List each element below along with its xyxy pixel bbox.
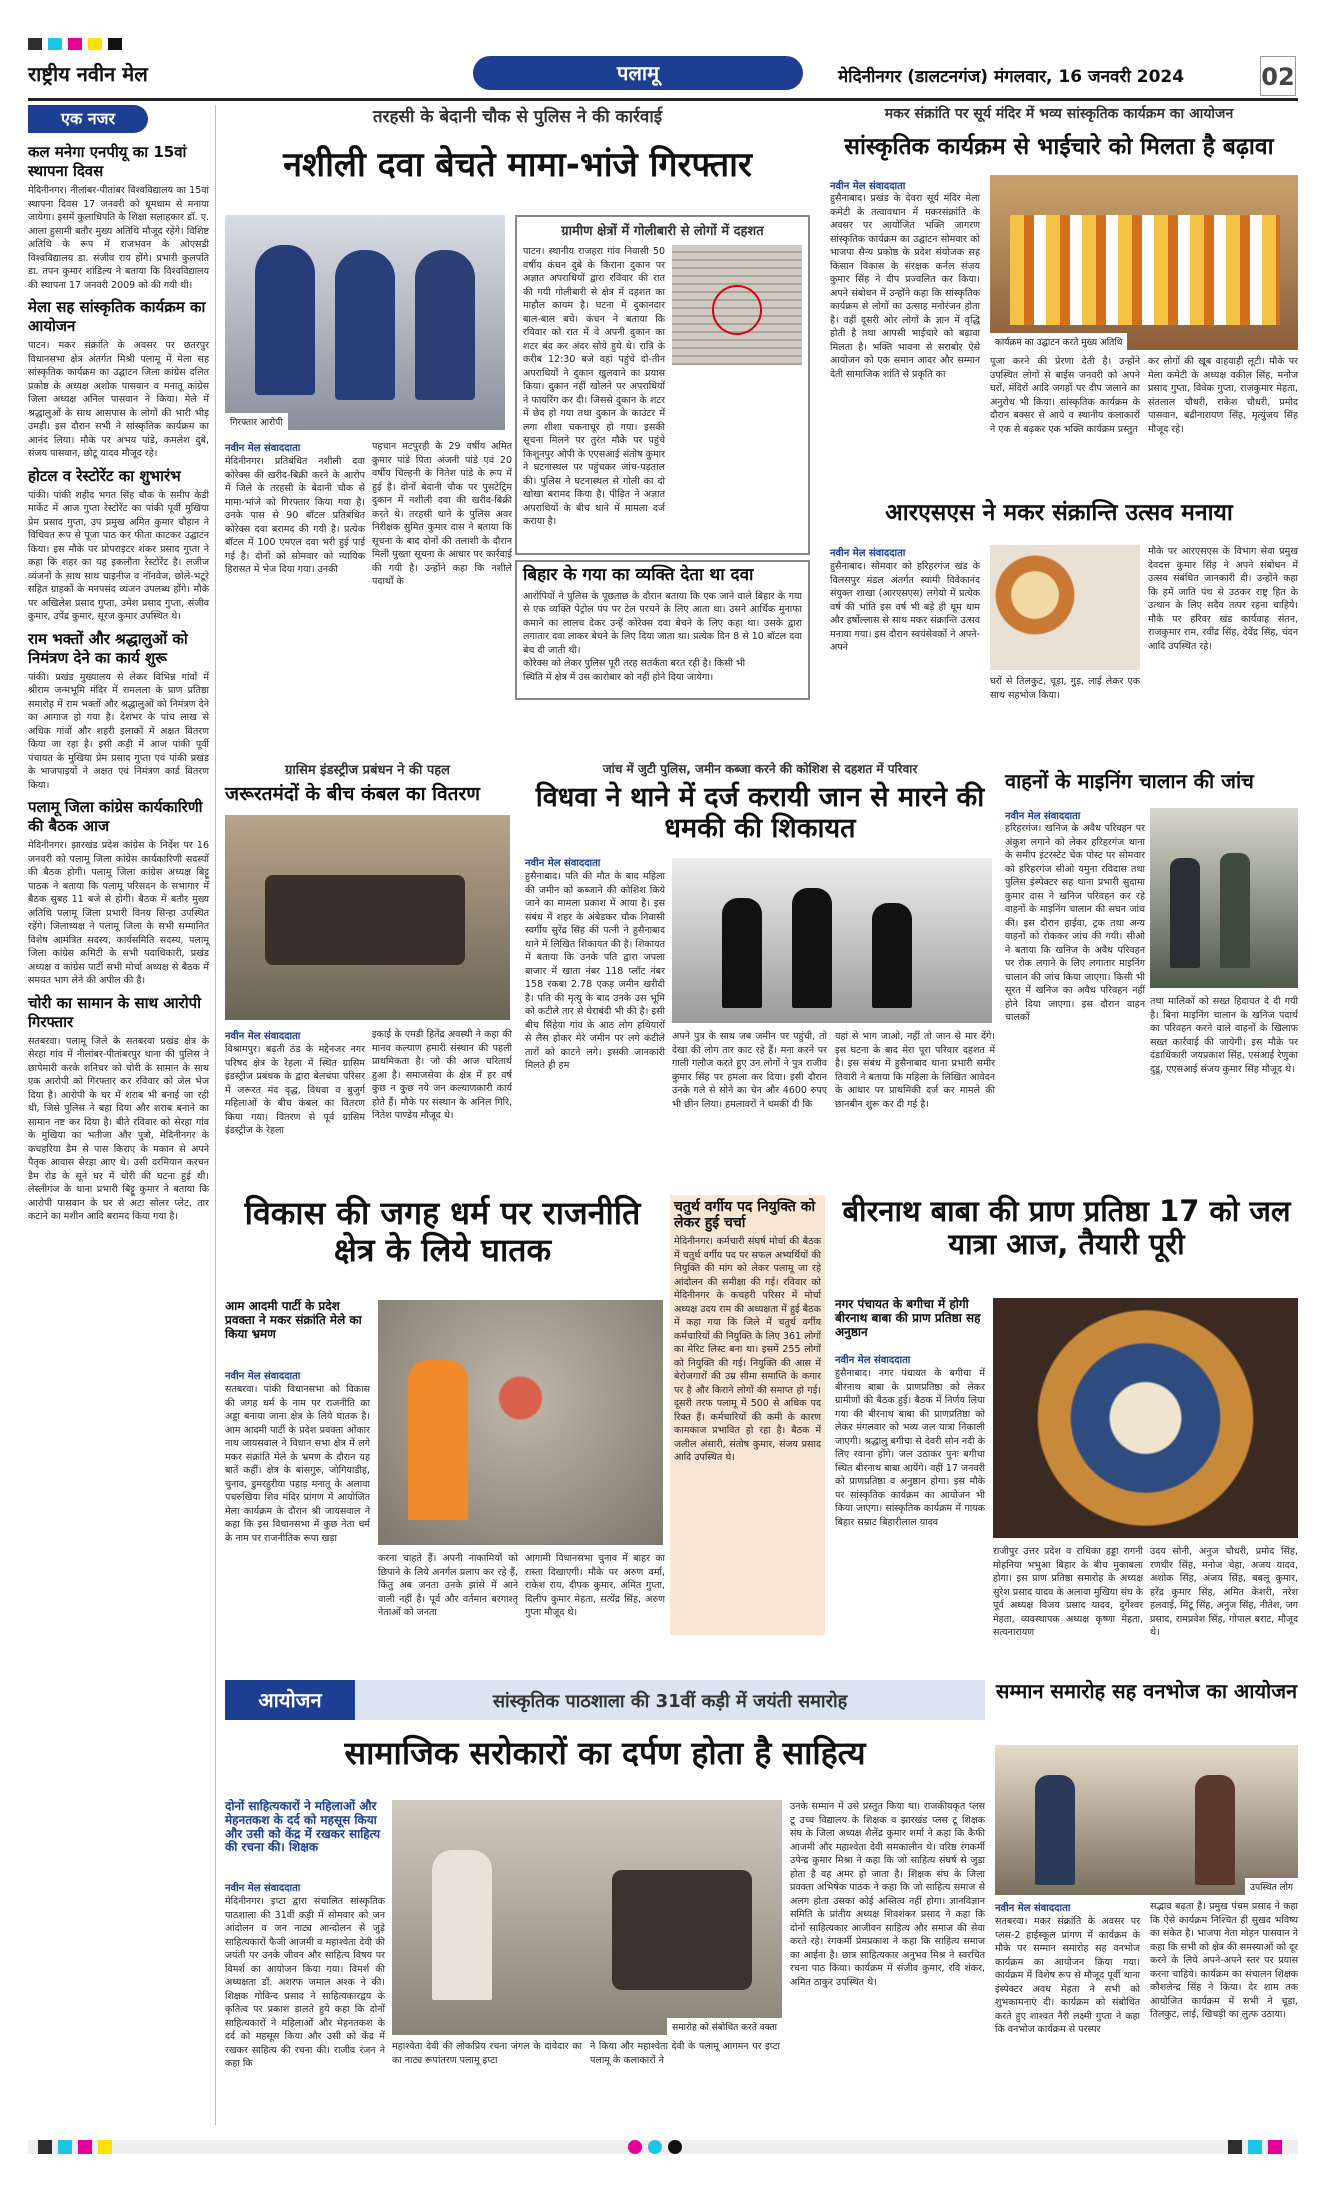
deity-photo <box>993 1298 1298 1538</box>
masthead-rule <box>28 98 1298 101</box>
story-headline: बिहार के गया का व्यक्ति देता था दवा <box>523 565 754 585</box>
left-brief-column <box>28 105 216 2125</box>
blanket-distribution-photo <box>225 815 510 1020</box>
story-body: आरोपियों ने पुलिस के पूछताछ के दौरान बताया कि एक जाने वाले बिहार के गया से एक व्यक्ति पेट्रोल पंप पर टेल परचने के लिए आता था। उसने आर्थिक मुनाफा कमाने का लालच देकर उन्हें कोरेक्स दवा बेचने के लिए कहा था। उसके द्वारा लगातार दवा लाकर बेचने के लिए दिया जाता था। प्रत्येक दिन 8 से 10 बॉटल दवा बेच दी जाती थी। <box>523 590 802 656</box>
story-body: स्थिति में क्षेत्र में उस कारोबार को नहीं होने दिया जायेगा। <box>523 671 714 683</box>
section-label: पलामू <box>473 56 803 90</box>
brief-text: मेदिनीनगर। नीलांबर-पीतांबर विश्वविद्यालय का 15वां स्थापना दिवस 17 जनवरी को धूमधाम से मनाया जायेगा। इसमें कुलाधिपति के शिक्षा सलाहकार डॉ. ए. आला हुसामी बतौर मुख्य अतिथि मौजूद रहेंगे। विशिष्ट अतिथि के रूप में राजभवन के ओएसडी विश्वविद्यालय डा. संजीव राय होंगे। प्रभारी कुलपति डा. तपन कुमार शांडिल्य ने बताया कि विश्वविद्यालय की स्थापना 17 जनवरी 2009 को की गयी थी। <box>28 185 209 291</box>
story-body: विश्रामपुर। बढ़ती ठंड के मद्देनजर नगर परिषद क्षेत्र के रेहला में स्थित ग्रासिम इंडस्ट्रीज प्रबंधक के द्वारा बेलचंपा परिसर में जरूरत मंद वृद्ध, विधवा व बुजुर्ग महिलाओं के बीच कंबल का वितरण किया गया। वितरण से पूर्व ग्रासिम इंडस्ट्रीज के रेहला <box>225 1044 365 1136</box>
photo-caption: कार्यक्रम का उद्घाटन करते मुख्य अतिथि <box>990 333 1127 350</box>
byline: नवीन मेल संवाददाता <box>525 858 601 869</box>
byline: नवीन मेल संवाददाता <box>830 548 906 559</box>
story-headline: चतुर्थ वर्गीय पद नियुक्ति को लेकर हुई चर्चा <box>674 1199 816 1232</box>
story-body: करना चाहते हैं। अपनी नाकामियों को छिपाने के लिये अनर्गल प्रलाप कर रहे हैं, किंतु अब जनता उनके झांसे में आने वाली नहीं है। पूर्व और वर्तमान बरगाश्तृ नेताओं को जनता <box>378 1553 518 1618</box>
story-body: ने किया और महाश्वेता देवी के पलामू आगमन पर इप्टा पलामू के कलाकारों ने <box>590 2041 780 2066</box>
brief-text: पांकी। प्रखंड मुख्यालय से लेकर विभिन्न गांवों में श्रीराम जन्मभूमि मंदिर में रामलला के प्राण प्रतिष्ठा समारोह में राम भक्तों और श्रद्धालुओं को निमंत्रण देने का आगाज हो गया है। देशभर के पांच लाख से अधिक गांवों और शहरी इलाकों में अक्षत वितरण किया जा रहा है। इसी कड़ी में आज पांकी पूर्वी पंचायत के मुखिया प्रेम प्रसाद गुप्ता एवं पांकी प्रखंड के भाजपाइयों ने अक्षत एवं निमंत्रण कार्ड वितरण किया। <box>28 671 209 791</box>
byline: नवीन मेल संवाददाता <box>835 1355 911 1366</box>
felicitation-photo <box>995 1745 1298 1895</box>
story-kicker: मकर संक्रांति पर सूर्य मंदिर में भव्य सांस्कृतिक कार्यक्रम का आयोजन <box>884 106 1234 122</box>
story-body: राजीपुर उत्तर प्रदेश व राधिका हड्डा रागनी मोहनिया भभुआ बिहार के बीच मुकाबला होगा। इस प्राण प्रतिष्ठा समारोह के अध्यक्ष सुरेश प्रसाद यादव के अलावा मुखिया संघ के पूर्व अध्यक्ष विजय प्रसाद यादव, दुर्गेश्वर मेहता, व्यवस्थापक अध्यक्ष कृष्णा मेहता, सत्यनारायण <box>993 1546 1143 1638</box>
story-headline: वाहनों के माइनिंग चालान की जांच <box>1005 769 1254 793</box>
story-headline: सामाजिक सरोकारों का दर्पण होता है साहित्य <box>344 1734 866 1772</box>
story-body: पहचान मटपुरही के 29 वर्षीय अमित कुमार पांडे पिता अंजनी पांडे एवं 20 वर्षीय चिल्हनी के नितेश पांडे के रूप में हुई है। दोनों बेदानी चौक पर पुसटेट्रिम दुकान में नशीली दवा की खरीद-बिक्री करते थे। तरहसी थाने के पुलिस अवर निरीक्षक सुमित कुमार दास ने बताया कि सूचना के बाद दोनों की तलाशी के दौरान मिली पुख्ता सूचना के आधार पर कार्रवाई की गयी है। उन्होंने कहा कि नशीले पदार्थों के <box>372 441 512 587</box>
story-headline: जरूरतमंदों के बीच कंबल का वितरण <box>225 783 480 805</box>
event-banner <box>225 1680 985 1720</box>
byline: नवीन मेल संवाददाता <box>225 1031 301 1042</box>
story-kicker: ग्रामीण क्षेत्रों में गोलीबारी से लोगों में दहशत <box>561 224 764 239</box>
story-body: कोरेक्स को लेकर पुलिस पूरी तरह सतर्कता बरत रही है। किसी भी <box>523 658 746 670</box>
byline: नवीन मेल संवाददाता <box>225 1883 301 1894</box>
story-body: हुसैनाबाद। सोमवार को हरिहरगंज खंड के विलसपुर मंडल अंतर्गत स्वामी विवेकानंद संयुक्त शाखा (आरएसएस) लगेयो में प्रत्येक वर्ष की भांति इस वर्ष भी बड़े ही धूम धाम और हर्षोल्लास से साथ मकर संक्रान्ति उत्सव मनाया गया। इस दौरान स्वयंसेवकों ने अपने-अपने <box>830 561 980 653</box>
story-headline: विकास की जगह धर्म पर राजनीति क्षेत्र के लिये घातक <box>244 1194 641 1269</box>
story-subheadline: आम आदमी पार्टी के प्रदेश प्रवक्ता ने मकर संक्रांति मेले का किया भ्रमण <box>225 1299 362 1341</box>
event-tag: आयोजन <box>225 1680 355 1720</box>
story-kicker: जांच में जुटी पुलिस, जमीन कब्जा करने की कोशिश से दहशत में परिवार <box>602 762 918 776</box>
story-body: मेदिनीनगर। इप्टा द्वारा संचालित सांस्कृतिक पाठशाला की 31वीं कड़ी में सोमवार को जन आंदोलन व जन नाट्य आन्दोलन से जुड़े साहित्यकारों फैजी आजमी व महाश्वेता देवी की जयंती पर उनके जीवन और साहित्य विषय पर विमर्श का आयोजन किया गया। विमर्श की अध्यक्षता डॉ. अशरफ जमाल अश्क ने की। शिक्षक गोविन्द प्रसाद ने साहित्यकारद्वय के कृतित्व पर प्रकाश डालते हुये कहा कि दोनों साहित्यकारों ने महिलाओं और मेहनतकश के दर्द को महसूस किया और उसी को केंद्र में रखकर साहित्य की रचना की। राजीव रंजन ने कहा कि <box>225 1896 385 2069</box>
story-body: यहां से भाग जाओ, नहीं तो जान से मार देंगे। इस घटना के बाद मेरा पूरा परिवार दहशत में है। इस संबंध में हुसैनाबाद थाना प्रभारी समीर तिवारी ने बताया कि महिला के लिखित आवेदन के आधार पर प्राथमिकी दर्ज कर मामले की छानबीन शुरू कर दी गई है। <box>835 1031 995 1110</box>
story-body: सतबरवा। मकर संक्रांति के अवसर पर प्लस-2 हाईस्कूल प्रांगण में कार्यक्रम के मौके पर सम्मान समारोह सह वनभोज कार्यक्रम का आयोजन किया गया। कार्यक्रम में विशेष रूप से मौजूद पूर्वी थाना इंस्पेक्टर अवध मेहता ने सभी को शुभकामनाएं दी। कार्यक्रम को संबोधित करते हुए शाश्वत नैरी लक्ष्मी गुप्ता ने कहा कि वनभोज कार्यक्रम से परस्पर <box>995 1916 1140 2035</box>
story-box-recruitment <box>670 1195 825 1635</box>
story-body: हुसैनाबाद। नगर पंचायत के बगीचा में बीरनाथ बाबा के प्राणप्रतिष्ठा को लेकर ग्रामीणों की बैठक हुई। बैठक में निर्णय लिया गया की बीरनाथ बाबा की प्राणप्रतिष्ठा को लेकर मंगलवार को भव्य जल यात्रा निकाली जाएगी। श्रद्धालु बगीचा से देवरी सोन नदी के लिए रवाना होंगे। जल उठाकर पुनः बगीचा स्थित बीरनाथ बाबा आयेंगे। वहीं 17 जनवरी को प्राणप्रतिष्ठा व अनुष्ठान होगा। इस मौके पर सांस्कृतिक कार्यक्रम का आयोजन भी किया जाएगा। सांस्कृतिक कार्यक्रम में गायक बिहार सम्राट बिहारीलाल यादव <box>835 1368 985 1528</box>
threat-illustration <box>672 858 992 1023</box>
story-body: तथा मालिकों को सख्त हिदायत दे दी गयी है। बिना माइनिंग चालान के खनिज पदार्थ का परिवहन करने वाले वाहनों के खिलाफ सख्त कार्रवाई की जायेगी। इस मौके पर दंडाधिकारी जयप्रकाश सिंह, एसआई रेणुका दुडू, एएसआई संजय कुमार सिंह मौजूद थे। <box>1150 996 1298 1075</box>
color-bar-top <box>28 38 1298 50</box>
photo-caption: उपस्थित लोग <box>1245 1878 1298 1895</box>
story-body: मेदिनीनगर। कर्मचारी संघर्ष मोर्चा की बैठक में चतुर्थ वर्गीय पद पर सफल अभ्यर्थियों की नियुक्ति की मांग को लेकर पलामू जा रहे आंदोलन की समीक्षा की गई। रविवार को मेदिनीनगर के कचहरी परिसर में मोर्चा अध्यक्ष उदय राम की अध्यक्षता में हुई बैठक में कहा गया कि जिले में चतुर्थ वर्गीय कर्मचारियों की नियुक्ति के लिए 361 लोगों का मेरिट लिस्ट बना था। इसमें 255 लोगों को नियुक्ति की गई। नियुक्ति की आस में बेरोजगारों की उम्र सीमा समाप्ति के कगार पर है और किराने लोगों की समाप्त हो गई। दूसरी तरफ पलामू में 500 से अधिक पद रिक्त हैं। कर्मचारियों की कमी के कारण कामकाज प्रभावित हो रहा है। बैठक में जलील अंसारी, संतोष कुमार, संजय प्रसाद आदि उपस्थित थे। <box>674 1236 821 1464</box>
story-body: हुसैनाबाद। पति की मौत के बाद महिला की जमीन को कब्जाने की कोशिश किये जाने का मामला प्रकाश में आया है। इस संबंध में शहर के अंबेडकर चौक निवासी स्वर्गीय सुरेंद्र सिंह की पत्नी ने हुसैनाबाद थाने में लिखित शिकायत की है। शिकायत में बताया कि उनके पति द्वारा जपला बाजार में खाता नंबर 118 प्लॉट नंबर 158 रकबा 2.78 एकड़ जमीन खरीदी है। पति की मृत्यु के बाद उनके उस भूमि को कटीले तार से घेराबंदी भी की है। इसी बीच सिंहेया गांव के आठ लोग हथियारों से लैस होकर मेरे जमीन पर लगे कंटीले तारों को काटने लगे। इसकी जानकारी मिलते ही हम <box>525 871 665 1071</box>
story-body: मेदिनीनगर। प्रतिबंधित नशीली दवा कोरेक्स की खरीद-बिक्री करने के आरोप में जिले के तरहसी के बेदानी चौक से मामा-भांजे को गिरफ्तार किया गया है। उनके पास से 90 बॉटल प्रतिबंधित कोरेक्स दवा बरामद की गयी है। प्रत्येक बॉटल में 100 एमएल दवा भरी हुई पाई गई है। दोनों को सोमवार को न्यायिक हिरासत में भेज दिया गया। उनकी <box>225 456 365 575</box>
story-body: उनके सम्मान में उसे प्रस्तुत किया था। राजकीयकृत प्लस टू उच्च विद्यालय के शिक्षक व झारखंड प्लस टू शिक्षक संघ के जिला अध्यक्ष शैलेंद्र कुमार शर्मा ने कहा कि कैफी आजमी और महाश्वेता देवी समकालीन थे। वरिष्ठ रंगकर्मी उपेन्द्र कुमार मिश्रा ने कहा कि जो साहित्य संघर्ष से जुड़ा होता है वह अमर हो जाता है। शिक्षक संघ के जिला प्रवक्ता अभिषेक पाठक ने कहा कि जो साहित्य समाज से अलग होता उसका कोई अस्तित्व नहीं होगा। ज्ञानविज्ञान समिति के प्रांतीय अध्यक्ष शिवशंकर प्रसाद ने कहा कि दोनों साहित्यकार आजीवन साहित्य और समाज की सेवा करते रहे। रंगकर्मी प्रेमप्रकाश ने कहा कि साहित्य समाज का आईना है। छात्र साहित्यकार अनुभव मिश्र ने स्वरचित रचना पाठ किया। कार्यक्रम में संजीव कुमार, रवि शंकर, अमित ठाकुर उपस्थित थे। <box>790 1801 985 1988</box>
page-number: 02 <box>1260 56 1296 96</box>
sweets-photo <box>990 545 1140 670</box>
story-body: हरिहरगंज। खनिज के अवैध परिवहन पर अंकुश लगाने को लेकर हरिहरगंज थाना के समीप इंटरस्टेट चेक पोस्ट पर सोमवार को हरिहरगंज सीओ यमुना रविदास तथा पुलिस इंस्पेक्टर सह थाना प्रभारी सुदामा कुमार दास ने खनिज परिवहन कर रहे वाहनों के माइनिंग चालान की सघन जांच की। इस दौरान हाईवा, ट्रक तथा अन्य वाहनों को रोककर जांच की गयी। सीओ ने बताया कि खनिज के अवैध परिवहन पर रोक लगाने के लिए लगातार माइनिंग चालान की जांच किया जाएगा। किसी भी सूरत में खनिज का अवैध परिवहन नहीं होने दिया जाएगा। इस दौरान वाहन चालकों <box>1005 823 1145 1023</box>
byline: नवीन मेल संवाददाता <box>225 1371 301 1382</box>
story-headline: सांस्कृतिक कार्यक्रम से भाईचारे को मिलता है बढ़ावा <box>844 134 1274 160</box>
story-kicker: तरहसी के बेदानी चौक से पुलिस ने की कार्रवाई <box>372 107 663 127</box>
story-body: आगामी विधानसभा चुनाव में बाहर का रास्ता दिखाएगी। मौके पर अरुण वर्मा, राकेश राय, दीपक कुमार, अमित गुप्ता, दिलीप कुमार मेहता, सत्येंद्र सिंह, अरुण गुप्ता मौजूद थे। <box>525 1553 665 1618</box>
story-headline: सम्मान समारोह सह वनभोज का आयोजन <box>995 1679 1298 1703</box>
story-box-firing <box>515 215 810 555</box>
story-body: पूजा करने की प्रेरणा देती है। उन्होंने उपस्थित लोगों से बाईस जनवरी को अपने घरों, मंदिरों आदि जगहों पर दीप जलाने का अनुरोध भी किया। सांस्कृतिक कार्यक्रम के दौरान बक्सर से आये व स्थानीय कलाकारों ने एक से बढ़कर एक भक्ति कार्यक्रम प्रस्तुत <box>990 356 1140 435</box>
story-body: सतबरवा। पांकी विधानसभा को विकास की जगह धर्म के नाम पर राजनीति का अड्डा बनाया जाना क्षेत्र के लिये घातक है। आम आदमी पार्टी के प्रदेश प्रवक्ता ओंकार नाथ जायसवाल ने विधान सभा क्षेत्र में लगे मकर संक्रांति मेले के भ्रमण के दौरान यह बातें कहीं। क्षेत्र के बांसगुरु, जोगियाडीह, चुनाव, डुमरहुरीया पहाड़ मनातू के अलावा पचरुखिया शिव मंदिर प्रांगण में आयोजित मेला कार्यक्रम के दौरान श्री जायसवाल ने कहा कि इस विधानसभा में कुछ नेता धर्म के नाम पर राजनीतिक रूपा खड़ा <box>225 1384 370 1544</box>
byline: नवीन मेल संवाददाता <box>1005 811 1081 822</box>
story-body: कर लोगों की खूब वाहवाही लूटी। मौके पर मेला कमेटी के अध्यक्ष वकील सिंह, मनोज प्रसाद गुप्ता, विवेक गुप्ता, राजकुमार मेहता, संतलाल चौधरी, राकेश चौधरी, प्रमोद पासवान, बद्रीनारायण सिंह, मृत्युंजय सिंह मौजूद रहे। <box>1148 356 1298 435</box>
brief-text: पांकी। पांकी शहीद भगत सिंह चौक के समीप केडी मार्केट में आज गुप्ता रेस्टोरेंट का पांकी पूर्वी मुखिया प्रेम प्रसाद गुप्ता, उप प्रमुख अमित कुमार चौहान ने विधिवत रूप से पूजा पाठ कर फीता काटकर उद्घाटन किया। इस मौके पर प्रोपराइटर शंकर प्रसाद गुप्ता ने कहा कि शहर का यह इकलौता रेस्टोरेंट है। लजीज व्यंजनों के साथ साथ चाइनीज व नॉनवेज, छोले-भटूरे सहित ग्राहकों के मनपसंद व्यंजन उपलब्ध होंगे। मौके पर अखिलेश प्रसाद गुप्ता, उमेश प्रसाद गुप्ता, संजीव कुमार, उपेंद्र कुमार, सूरज कुमार उपस्थित थे। <box>28 489 209 622</box>
arrest-photo <box>225 215 505 430</box>
story-headline: आरएसएस ने मकर संक्रान्ति उत्सव मनाया <box>885 500 1233 526</box>
masthead <box>28 56 1298 100</box>
edition-date: मेदिनीनगर (डालटनगंज) मंगलवार, 16 जनवरी 2024 <box>838 67 1185 87</box>
brief-text: सतबरवा। पलामू जिले के सतबरवा प्रखंड क्षेत्र के सेरहा गांव में नीलांबर-पीतांबरपुर थाना की पुलिस ने छापेमारी करके शनिचर को चोरी के सामान के साथ एक आरोपी को गिरफ्तार कर रविवार को जेल भेज दिया है। आरोपी के घर में शराब भी बनाई जा रही थी, जिसे पुलिस ने बहा दिया और शराब बनाने का सामान नष्ट कर दिया है। बीते रविवार को सेरहा गांव के मुखिया का भतीजा और पुत्रो, मेदिनीनगर के कचहरिया डैम से पास किराए के मकान से अपने पैतृक आवास सेरहा आए थे। उसी दरमियान करचन डैम रोड के सूने घर में चोरी की घटना हुई थी। लेस्लीगंज के थाना प्रभारी बिट्टू कुमार ने बताया कि आरोपी पासवान के घर से अटा सोलर प्लेट, तार कटाने का मशीन आदि बरामद किया गया है। <box>28 1035 209 1222</box>
brief-text: मेदिनीनगर। झारखंड प्रदेश कांग्रेस के निर्देश पर 16 जनवरी को पलामू जिला कांग्रेस कार्यकारिणी सदस्यों की बैठक होगी। पलामू जिला कांग्रेस अध्यक्ष बिट्टू पाठक ने बताया कि पलामू परिसदन के सभागार में बैठक सुबह 11 बजे से होगी। बैठक में बतौर मुख्य अतिथि पलामू जिला प्रभारी विनय सिन्हा उपस्थित रहेंगे। जिलाध्यक्ष ने पलामू जिला के सभी सम्मानित विशेष आमंत्रित सदस्य, कार्यसमिति सदस्य, पलामू जिला कांग्रेस कमिटी के सभी पदाधिकारी, प्रखंड अध्यक्ष व कांग्रेस पार्टी सभी मोर्चा अध्यक्ष से बैठक में समयत भाग लेने की अपील की है। <box>28 840 209 986</box>
newspaper-title: राष्ट्रीय नवीन मेल <box>28 62 148 86</box>
brief-headline: कल मनेगा एनपीयू का 15वां स्थापना दिवस <box>28 143 187 180</box>
story-headline: नशीली दवा बेचते मामा-भांजे गिरफ्तार <box>283 145 752 185</box>
color-bar-bottom <box>28 2140 1298 2154</box>
photo-caption: समारोह को संबोधित करते वक्ता <box>667 2018 782 2035</box>
brief-headline: होटल व रेस्टोरेंट का शुभारंभ <box>28 466 181 485</box>
story-body: सद्भाव बढ़ता है। प्रमुख पंचम प्रसाद ने कहा कि ऐसे कार्यक्रम निश्चित ही सुखद भविष्य का संकेत है। भाजपा नेता मोहन पासवान ने कहा कि सभी को क्षेत्र की समस्याओं को दूर करने के लिये अपने-अपने स्तर पर प्रयास करना चाहिये। कार्यक्रम का संचालन शिक्षक कौशलेन्द्र सिंह ने किया। देर शाम तक आयोजित कार्यक्रम में सभी ने चूड़ा, तिलकुट, लाई, खिचड़ी का लुत्फ उठाया। <box>1150 1901 1299 2020</box>
mining-check-photo <box>1150 808 1298 988</box>
story-kicker: ग्रासिम इंडस्ट्रीज प्रबंधन ने की पहल <box>285 763 450 778</box>
brief-headline: मेला सह सांस्कृतिक कार्यक्रम का आयोजन <box>28 298 206 335</box>
byline: नवीन मेल संवाददाता <box>830 181 906 192</box>
story-body: हुसैनाबाद। प्रखंड के देवरा सूर्य मंदिर मेला कमेटी के तत्वावधान में मकरसंक्रांति के अवसर पर आयोजित भक्ति जागरण सांस्कृतिक कार्यक्रम का उद्घाटन सोमवार को भाजपा सैन्य प्रकोष्ठ के प्रदेश संयोजक सह किसान विकास के संरक्षक कर्नल संजय कुमार सिंह ने दीप प्रज्वलित कर किया। अपने संबोधन में उन्होंने कहा कि सांस्कृतिक कार्यक्रम से लोगों का उत्साह मनोरंजन होता है। वहीं दूसरी ओर लोगों के ज्ञान में वृद्धि होती है तथा आपसी भाईचारे को बढ़ावा मिलता है। भक्ति भावना से सराबोर ऐसे आयोजन को एक समान आदर और सम्मान देती सामाजिक शांति से प्रकृति का <box>830 193 980 380</box>
story-body: महाश्वेता देवी की लोकप्रिय रचना जंगल के दावेदार का का नाट्य रूपांतरण पलामू इप्टा <box>392 2041 582 2066</box>
byline: नवीन मेल संवाददाता <box>225 443 301 454</box>
story-headline: बीरनाथ बाबा की प्राण प्रतिष्ठा 17 को जल यात्रा आज, तैयारी पूरी <box>842 1194 1291 1262</box>
seminar-photo <box>392 1800 782 2035</box>
story-body: मौके पर आरएसएस के विभाग सेवा प्रमुख देवदत्त कुमार सिंह ने अपने संबोधन में उत्सव संबंधित जानकारी दी। उन्होंने कहा कि हमें जाति पंथ से उठकर राष्ट्र हित के उत्थान के लिए सदैव तत्पर रहना चाहिये। मौके पर हरिवर खंड कार्यवाह संतन, राजकुमार राम, रवींद्र सिंह, देवेंद्र सिंह, चंदन आदि उपस्थित रहे। <box>1148 546 1298 652</box>
story-box-bihar <box>515 560 810 700</box>
story-headline: विधवा ने थाने में दर्ज करायी जान से मारने की धमकी की शिकायत <box>535 782 985 845</box>
inauguration-photo <box>990 175 1298 350</box>
brief-text: पाटन। मकर संक्रांति के अवसर पर छतरपुर विधानसभा क्षेत्र अंतर्गत मिश्री पलामू में मेला सह सांस्कृतिक कार्यक्रम का उद्घाटन जिला कांग्रेस दलित प्रकोष्ठ के अध्यक्ष अशोक पासवान व मनातू कांग्रेस जिला अध्यक्ष अनिल पासवान ने किया। मेले में श्रद्धालुओं के साथ आसपास के लोगों की भारी भीड़ उमड़ी। इस दौरान सभी ने सांस्कृतिक कार्यक्रम का आनंद लिया। मौके पर अभय पांडे, कमलेश दुबे, संजय पासवान, छोटू यादव मौजूद रहे। <box>28 340 209 459</box>
byline: नवीन मेल संवाददाता <box>995 1903 1071 1914</box>
brief-headline: पलामू जिला कांग्रेस कार्यकारिणी की बैठक आज <box>28 798 203 835</box>
photo-caption: गिरफ्तार आरोपी <box>225 413 288 430</box>
story-subheadline: नगर पंचायत के बगीचा में होगी बीरनाथ बाबा की प्राण प्रतिष्ठा सह अनुष्ठान <box>835 1297 981 1339</box>
story-kicker: सांस्कृतिक पाठशाला की 31वीं कड़ी में जयंती समारोह <box>492 1691 848 1712</box>
fair-photo <box>378 1300 663 1545</box>
story-body: इकाई के एमडी हितेंद्र अवस्थी ने कहा की मानव कल्याण हमारी संस्थान की पहली प्राथमिकता है। जो की आज चरितार्थ हुआ है। समाजसेवा के क्षेत्र में हर वर्ष कुछ न कुछ नये जन कल्याणकारी कार्य होते हैं। मौके पर संस्थान के अनिल गिरि, नितेश पाण्डेय मौजूद थे। <box>372 1029 512 1121</box>
story-body: अपने पुत्र के साथ जब जमीन पर पहुंची, तो देखा की लोग तार काट रहे हैं। मना करने पर गाली गलौज करते हुए उन लोगों ने पुत्र राजीव कुमार सिंह पर हमला कर दिया। इसी दौरान उनके गले से सोने का चेन और 4600 रुपए भी छीन लिया। हमलावरों ने धमकी दी कि <box>672 1031 827 1110</box>
story-subheadline: दोनों साहित्यकारों ने महिलाओं और मेहनतकश के दर्द को महसूस किया और उसी को केंद्र में रखकर साहित्य की रचना की। शिक्षक <box>225 1799 381 1855</box>
brief-headline: राम भक्तों और श्रद्धालुओं को निमंत्रण देने का कार्य शुरू <box>28 629 188 667</box>
story-body: घरों से तिलकुट, चूड़ा, गुड़, लाई लेकर एक साथ सहभोज किया। <box>990 676 1140 701</box>
brief-column-heading: एक नजर <box>28 105 148 133</box>
story-body: उदय सोनी, अनुज चौधरी, प्रमोद सिंह, रणधीर सिंह, मनोज चेहा, अजय यादव, अशोक सिंह, अंजय सिंह, बबलू कुमार, हरेंद्र कुमार सिंह, अमित केशरी, नरेश हलवाई, मिंटू सिंह, अनुज सिंह, नीतेश, जग प्रसाद, रामप्रवेश सिंह, गोपाल बराट, मौजूद थे। <box>1150 1546 1298 1638</box>
story-body: पाटन। स्थानीय राजहरा गांव निवासी 50 वर्षीय कंचन दुबे के किराना दुकान पर अज्ञात अपराधियों द्वारा रविवार की रात की गयी गोलीबारी से क्षेत्र में दहशत का माहौल कायम है। घटना में दुकानदार बाल-बाल बचे। कंचन ने बताया कि रविवार को रात में वे अपनी दुकान का शटर बंद कर अंदर सोये हुये थे। रात्रि के करीब 12:30 बजे वहां पहुंचे दो-तीन अपराधियों ने दुकान खुलवाने का प्रयास किया। दुकान नहीं खोलने पर अपराधियों ने फायरिंग कर दी। जिससे दुकान के शटर में छेद हो गया तथा दुकान के काउंटर में लगा शीशा चकनाचूर हो गया। इसकी सूचना मिलने पर तुरंत मौके पर पहुंचे किशुनपुर ओपी के एएसआई संतोष कुमार ने घटनास्थल पर पहुंचकर जांच-पड़ताल की। पुलिस ने घटनास्थल से गोली का दो खोखा बरामद किया है। पीड़ित ने अज्ञात अपराधियों के बीच थाने में मामला दर्ज कराया है। <box>523 246 665 527</box>
brief-headline: चोरी का सामान के साथ आरोपी गिरफ्तार <box>28 993 202 1031</box>
